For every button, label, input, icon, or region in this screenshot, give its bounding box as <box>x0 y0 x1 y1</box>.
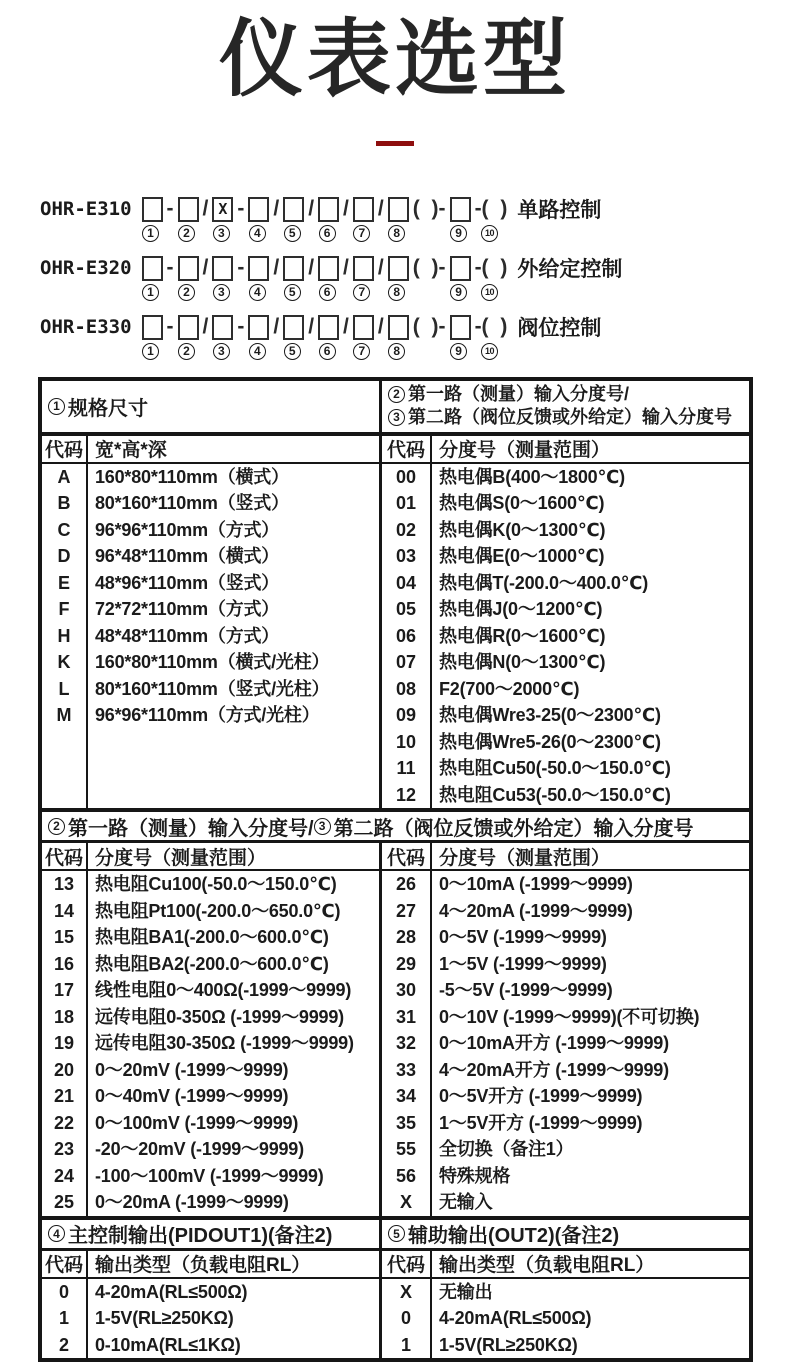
circled-number: 4 <box>249 225 266 242</box>
code-cell: 20 <box>53 1059 75 1080</box>
banner-text: 第二路（阀位反馈或外给定）输入分度号 <box>333 817 694 840</box>
section2-right-rows <box>382 871 749 1216</box>
model-row-ohr-e330 <box>40 314 790 363</box>
code-cell: 0 <box>58 1281 69 1302</box>
desc-cell: 远传电阻30-350Ω (-1999～9999) <box>95 1033 354 1054</box>
circled-number: 7 <box>353 343 370 360</box>
spec-box <box>353 197 374 222</box>
desc-cell: 0-10mA(RL≤1KΩ) <box>95 1334 241 1355</box>
code-cell: 12 <box>395 784 417 805</box>
separator: / <box>202 315 209 339</box>
code-cell: 02 <box>395 519 417 540</box>
code-cell: 06 <box>395 625 417 646</box>
desc-cell: 4-20mA(RL≤500Ω) <box>439 1308 592 1329</box>
code-cell: 31 <box>395 1006 417 1027</box>
code-cell: 56 <box>395 1165 417 1186</box>
column-header-code: 代码 <box>382 1251 432 1277</box>
spec-box <box>318 197 339 222</box>
desc-cell: 48*48*110mm（方式） <box>95 625 280 646</box>
code-cell: 11 <box>396 758 416 779</box>
circled-number: 4 <box>48 1225 65 1242</box>
banner-text: 第一路（测量）输入分度号/ <box>68 817 314 840</box>
circled-number: 3 <box>388 409 405 426</box>
desc-cell: 0～40mV (-1999～9999) <box>95 1086 289 1107</box>
spec-box <box>388 256 409 281</box>
code-cell: H <box>57 625 71 646</box>
circled-number: 8 <box>388 225 405 242</box>
separator: / <box>202 197 209 221</box>
circled-number: 5 <box>388 1225 405 1242</box>
section3-left-rows <box>42 1279 379 1359</box>
separator: / <box>308 256 315 280</box>
code-cell: B <box>57 493 71 514</box>
desc-cell: -100～100mV (-1999～9999) <box>95 1165 324 1186</box>
spec-box <box>318 256 339 281</box>
circled-number: 7 <box>353 284 370 301</box>
desc-cell: 72*72*110mm（方式） <box>95 599 280 620</box>
code-cell: 29 <box>395 953 417 974</box>
spec-box <box>353 256 374 281</box>
separator: / <box>377 256 384 280</box>
desc-cell: 0～10V (-1999～9999)(不可切换) <box>439 1006 700 1027</box>
code-cell: 2 <box>58 1334 69 1355</box>
section1-right-header-line1: 第一路（测量）输入分度号/ <box>408 384 629 405</box>
code-cell: 28 <box>395 927 417 948</box>
title-underline <box>376 141 414 146</box>
code-cell: K <box>57 652 71 673</box>
circled-number: 2 <box>388 386 405 403</box>
separator: / <box>273 256 280 280</box>
circled-number: 5 <box>284 284 301 301</box>
code-cell: 25 <box>53 1192 75 1213</box>
circled-number: 6 <box>319 225 336 242</box>
separator: / <box>202 256 209 280</box>
desc-cell: 热电偶K(0～1300℃) <box>439 519 606 540</box>
code-cell: 14 <box>53 900 75 921</box>
section1-left-columns <box>42 436 379 464</box>
column-header-code: 代码 <box>382 843 432 869</box>
desc-cell: 热电偶J(0～1200℃) <box>439 599 603 620</box>
desc-cell: 0～10mA (-1999～9999) <box>439 874 633 895</box>
spec-box <box>142 197 163 222</box>
desc-cell: 无输入 <box>439 1192 493 1213</box>
pane-aux-output <box>382 1220 749 1359</box>
code-cell: 55 <box>395 1139 417 1160</box>
section1-right-columns <box>382 436 749 464</box>
circled-number: 5 <box>284 225 301 242</box>
code-cell: 16 <box>53 953 75 974</box>
circled-number: 1 <box>142 225 159 242</box>
selection-guide-page <box>0 14 790 1362</box>
code-cell: 1 <box>400 1334 411 1355</box>
spec-box <box>142 315 163 340</box>
code-cell: 04 <box>395 572 417 593</box>
code-cell: 03 <box>395 546 417 567</box>
separator: ( )- <box>412 256 446 280</box>
code-cell: 15 <box>53 927 75 948</box>
circled-number: 3 <box>213 225 230 242</box>
code-cell: 09 <box>395 705 417 726</box>
circled-number: 4 <box>249 343 266 360</box>
desc-cell: 80*160*110mm（竖式） <box>95 493 289 514</box>
model-row-ohr-e310 <box>40 196 790 245</box>
desc-cell: 全切换（备注1） <box>439 1139 574 1160</box>
column-header-desc: 输出类型（负载电阻RL） <box>439 1255 655 1277</box>
code-cell: 27 <box>395 900 417 921</box>
pane-main-control-output <box>42 1220 382 1359</box>
circled-number: 7 <box>353 225 370 242</box>
desc-cell: 热电偶Wre3-25(0～2300℃) <box>439 705 661 726</box>
spec-box: X <box>212 197 233 222</box>
column-header-desc: 分度号（测量范围） <box>95 847 267 869</box>
selection-table <box>38 377 753 1362</box>
separator: - <box>237 315 245 339</box>
code-cell: 05 <box>395 599 417 620</box>
desc-cell: 热电阻BA1(-200.0～600.0℃) <box>95 927 329 948</box>
circled-number: 6 <box>319 343 336 360</box>
code-cell: M <box>56 705 72 726</box>
spec-box <box>450 197 471 222</box>
section3-left-columns <box>42 1251 379 1279</box>
circled-number: 3 <box>213 284 230 301</box>
spec-box <box>283 197 304 222</box>
code-cell: A <box>57 466 71 487</box>
desc-cell: 0～5V开方 (-1999～9999) <box>439 1086 643 1107</box>
desc-cell: 48*96*110mm（竖式） <box>95 572 280 593</box>
section1-right-header <box>382 381 749 436</box>
separator: -( ) <box>474 197 508 221</box>
spec-box <box>212 315 233 340</box>
section-input-graduation-2 <box>42 808 749 1216</box>
section3-left-banner-text: 主控制输出(PIDOUT1)(备注2) <box>68 1225 333 1248</box>
desc-cell: 4-20mA(RL≤500Ω) <box>95 1281 248 1302</box>
spec-box <box>388 197 409 222</box>
separator: - <box>166 197 174 221</box>
code-cell: 18 <box>53 1006 75 1027</box>
circled-number: 2 <box>178 225 195 242</box>
separator: / <box>343 256 349 280</box>
separator: / <box>308 197 315 221</box>
section2-left-rows <box>42 871 379 1216</box>
spec-box <box>388 315 409 340</box>
code-cell: F <box>58 599 70 620</box>
desc-cell: 4～20mA (-1999～9999) <box>439 900 633 921</box>
circled-number: 2 <box>178 343 195 360</box>
separator: ( )- <box>412 315 446 339</box>
section2-right-columns <box>382 843 749 871</box>
code-cell: 10 <box>395 731 417 752</box>
section1-right-header-line2: 第二路（阀位反馈或外给定）输入分度号 <box>408 407 732 428</box>
column-header-code: 代码 <box>42 1251 88 1277</box>
circled-number: 2 <box>178 284 195 301</box>
desc-cell: 1～5V开方 (-1999～9999) <box>439 1112 643 1133</box>
code-cell: C <box>57 519 71 540</box>
column-header-desc: 输出类型（负载电阻RL） <box>95 1255 311 1277</box>
code-cell: 23 <box>53 1139 75 1160</box>
spec-box <box>450 315 471 340</box>
circled-number: 6 <box>319 284 336 301</box>
desc-cell: 96*48*110mm（横式） <box>95 546 280 567</box>
spec-box <box>353 315 374 340</box>
desc-cell: 无输出 <box>439 1281 493 1302</box>
page-title: 仪表选型 <box>218 12 571 106</box>
section1-left-rows <box>42 464 379 809</box>
code-cell: 22 <box>53 1112 75 1133</box>
spec-box <box>283 256 304 281</box>
code-cell: 07 <box>395 652 417 673</box>
separator: / <box>377 197 384 221</box>
desc-cell: F2(700～2000℃) <box>439 678 580 699</box>
model-type-label: 单路控制 <box>517 199 602 223</box>
pane-spec-size <box>42 381 382 809</box>
separator: -( ) <box>474 315 508 339</box>
section3-right-banner-text: 辅助输出(OUT2)(备注2) <box>408 1225 620 1248</box>
desc-cell: 160*80*110mm（横式/光柱） <box>95 652 330 673</box>
separator: / <box>343 315 349 339</box>
circled-number: 1 <box>48 398 65 415</box>
desc-cell: 0～10mA开方 (-1999～9999) <box>439 1033 669 1054</box>
code-cell: 26 <box>395 874 417 895</box>
code-cell: 34 <box>395 1086 417 1107</box>
separator: / <box>308 315 315 339</box>
spec-box <box>450 256 471 281</box>
desc-cell: 热电阻Pt100(-200.0～650.0℃) <box>95 900 341 921</box>
section1-left-header <box>42 381 379 436</box>
desc-cell: 远传电阻0-350Ω (-1999～9999) <box>95 1006 344 1027</box>
circled-number: 9 <box>450 284 467 301</box>
code-cell: D <box>57 546 71 567</box>
code-cell: 17 <box>53 980 75 1001</box>
desc-cell: 热电阻BA2(-200.0～600.0℃) <box>95 953 329 974</box>
desc-cell: 0～20mV (-1999～9999) <box>95 1059 289 1080</box>
circled-number: 3 <box>213 343 230 360</box>
code-cell: 32 <box>395 1033 417 1054</box>
code-cell: 13 <box>53 874 75 895</box>
model-name: OHR-E310 <box>40 198 132 221</box>
desc-cell: 1～5V (-1999～9999) <box>439 953 607 974</box>
desc-cell: 热电偶B(400～1800℃) <box>439 466 625 487</box>
desc-cell: 96*96*110mm（方式） <box>95 519 280 540</box>
circled-number: 2 <box>48 818 65 835</box>
desc-cell: 热电阻Cu50(-50.0～150.0℃) <box>439 758 671 779</box>
desc-cell: 0～100mV (-1999～9999) <box>95 1112 299 1133</box>
column-header-code: 代码 <box>382 436 432 462</box>
model-name: OHR-E330 <box>40 316 132 339</box>
section-outputs <box>42 1216 749 1359</box>
desc-cell: 80*160*110mm（竖式/光柱） <box>95 678 330 699</box>
model-type-label: 阀位控制 <box>517 317 602 341</box>
desc-cell: 0～5V (-1999～9999) <box>439 927 607 948</box>
circled-number: 5 <box>284 343 301 360</box>
spec-box <box>178 197 199 222</box>
column-header-code: 代码 <box>42 436 88 462</box>
desc-cell: 96*96*110mm（方式/光柱） <box>95 705 320 726</box>
model-diagram <box>40 196 790 363</box>
code-cell: X <box>399 1192 412 1213</box>
desc-cell: 特殊规格 <box>439 1165 511 1186</box>
circled-number: 10 <box>481 343 498 360</box>
separator: - <box>166 256 174 280</box>
separator: / <box>273 315 280 339</box>
desc-cell: -20～20mV (-1999～9999) <box>95 1139 304 1160</box>
section-spec-and-input <box>42 381 749 809</box>
spec-box <box>248 315 269 340</box>
separator: - <box>237 197 245 221</box>
desc-cell: 热电偶Wre5-26(0～2300℃) <box>439 731 661 752</box>
circled-number: 8 <box>388 343 405 360</box>
code-cell: 24 <box>53 1165 75 1186</box>
desc-cell: -5～5V (-1999～9999) <box>439 980 613 1001</box>
spec-box <box>212 256 233 281</box>
code-cell: 01 <box>395 493 417 514</box>
separator: - <box>166 315 174 339</box>
code-cell: E <box>57 572 70 593</box>
code-cell: 0 <box>400 1308 411 1329</box>
code-cell: 30 <box>395 980 417 1001</box>
desc-cell: 热电阻Cu53(-50.0～150.0℃) <box>439 784 671 805</box>
spec-box <box>248 256 269 281</box>
spec-box <box>283 315 304 340</box>
model-name: OHR-E320 <box>40 257 132 280</box>
model-row-ohr-e320 <box>40 255 790 304</box>
circled-number: 4 <box>249 284 266 301</box>
section3-right-banner <box>382 1220 749 1251</box>
desc-cell: 热电偶T(-200.0～400.0℃) <box>439 572 649 593</box>
column-header-desc: 分度号（测量范围） <box>439 847 611 869</box>
code-cell: L <box>58 678 70 699</box>
column-header-desc: 宽*高*深 <box>95 440 167 462</box>
section2-left-pane <box>42 843 382 1216</box>
section3-right-columns <box>382 1251 749 1279</box>
code-cell: 19 <box>53 1033 75 1054</box>
pane-input-graduation-1 <box>382 381 749 809</box>
section2-left-columns <box>42 843 379 871</box>
desc-cell: 热电偶E(0～1000℃) <box>439 546 605 567</box>
code-cell: 00 <box>395 466 417 487</box>
desc-cell: 1-5V(RL≥250KΩ) <box>439 1334 578 1355</box>
code-cell: 1 <box>58 1308 69 1329</box>
separator: ( )- <box>412 197 446 221</box>
section3-left-banner <box>42 1220 379 1251</box>
desc-cell: 4～20mA开方 (-1999～9999) <box>439 1059 669 1080</box>
separator: / <box>273 197 280 221</box>
circled-number: 9 <box>450 225 467 242</box>
separator: / <box>377 315 384 339</box>
desc-cell: 热电偶R(0～1600℃) <box>439 625 606 646</box>
spec-box <box>248 197 269 222</box>
circled-number: 3 <box>314 818 331 835</box>
circled-number: 9 <box>450 343 467 360</box>
section1-left-header-text: 规格尺寸 <box>68 397 148 420</box>
code-cell: 33 <box>395 1059 417 1080</box>
code-cell: 08 <box>395 678 417 699</box>
circled-number: 1 <box>142 284 159 301</box>
separator: -( ) <box>474 256 508 280</box>
section2-right-pane <box>382 843 749 1216</box>
column-header-code: 代码 <box>42 843 88 869</box>
spec-box <box>178 315 199 340</box>
spec-box <box>178 256 199 281</box>
separator: - <box>237 256 245 280</box>
desc-cell: 热电偶N(0～1300℃) <box>439 652 606 673</box>
circled-number: 8 <box>388 284 405 301</box>
section1-right-rows <box>382 464 749 809</box>
model-type-label: 外给定控制 <box>517 258 623 282</box>
code-cell: 21 <box>53 1086 75 1107</box>
section3-right-rows <box>382 1279 749 1359</box>
circled-number: 10 <box>481 284 498 301</box>
separator: / <box>343 197 349 221</box>
circled-number: 10 <box>481 225 498 242</box>
code-cell: X <box>399 1281 412 1302</box>
spec-box <box>142 256 163 281</box>
column-header-desc: 分度号（测量范围） <box>439 440 611 462</box>
desc-cell: 1-5V(RL≥250KΩ) <box>95 1308 234 1329</box>
section2-banner <box>42 812 749 843</box>
desc-cell: 0～20mA (-1999～9999) <box>95 1192 289 1213</box>
desc-cell: 160*80*110mm（横式） <box>95 466 289 487</box>
desc-cell: 线性电阻0～400Ω(-1999～9999) <box>95 980 352 1001</box>
desc-cell: 热电阻Cu100(-50.0～150.0℃) <box>95 874 337 895</box>
desc-cell: 热电偶S(0～1600℃) <box>439 493 605 514</box>
code-cell: 35 <box>395 1112 417 1133</box>
circled-number: 1 <box>142 343 159 360</box>
spec-box <box>318 315 339 340</box>
